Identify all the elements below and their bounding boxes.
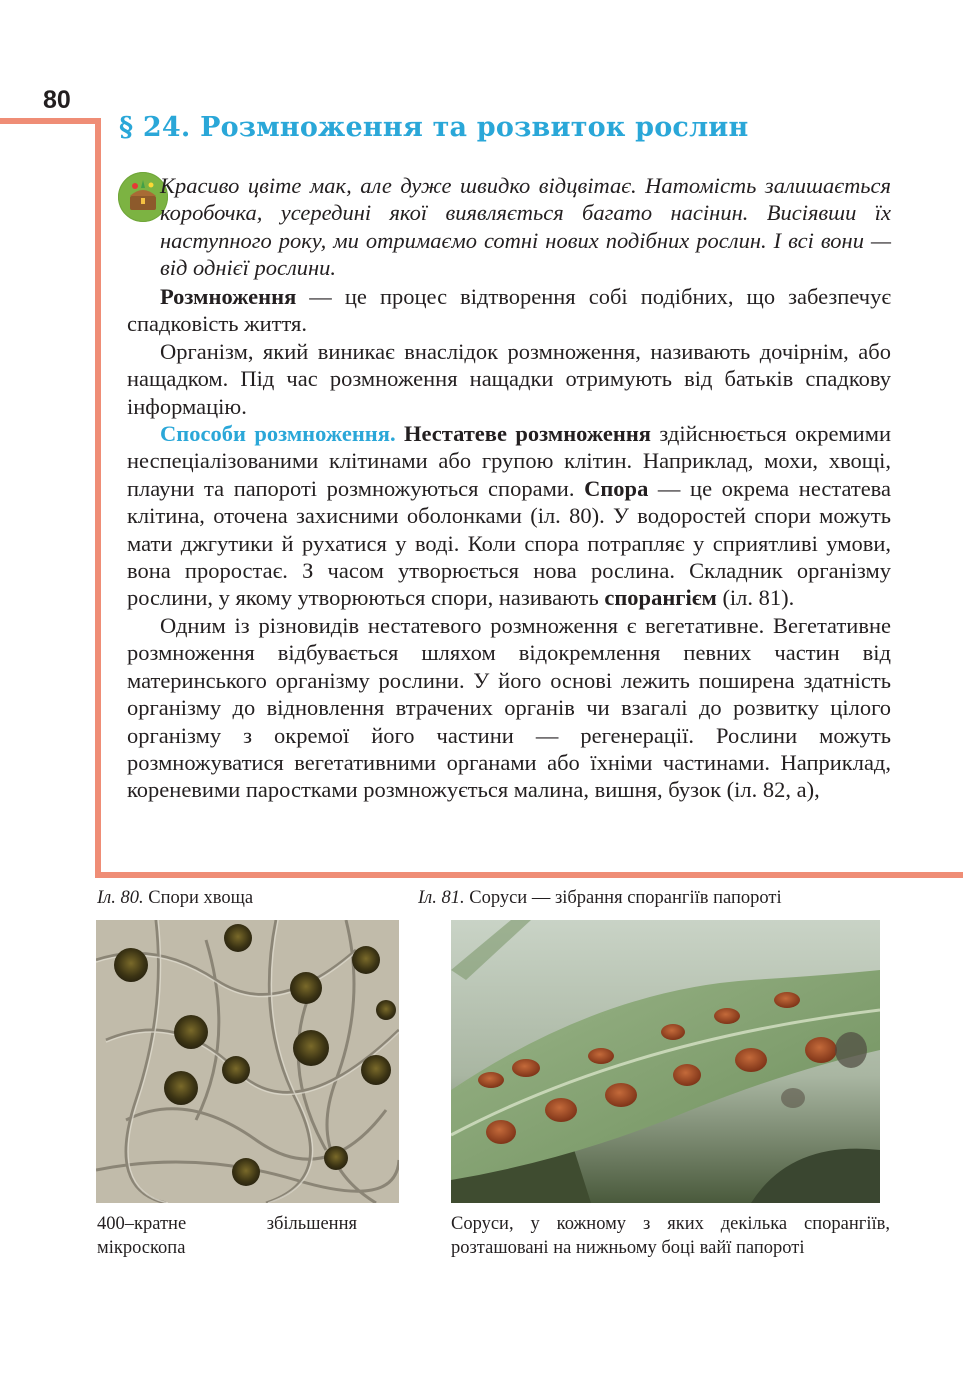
figure-80-caption: 400–кратне збільшення мікроскопа: [97, 1214, 357, 1258]
paragraph-3-text-b: — це окрема нестатева клітина, оточена захисними оболонками (іл. 80). У водоростей спори можуть мати джгутики й рухатися у воді. Коли спора потрапляє у сприятливі умови, вона проростає. З часом утворюється нова рослина. Складник організму рослини, у якому утворюються спори, називають: [127, 475, 891, 611]
term-sporangium: спорангієм: [604, 585, 717, 611]
paragraph-3-text-c: (іл. 81).: [716, 585, 795, 611]
figure-81-title: [418, 888, 782, 909]
figure-81-title-text: Соруси — зібрання спорангіїв папороті: [464, 888, 782, 908]
main-text: [127, 283, 891, 804]
figure-81-caption: Соруси, у кожному з яких декілька спорангіїв, розташовані на нижньому боці вайї папороті: [451, 1214, 890, 1258]
frame-top-rule: [0, 118, 101, 124]
figure-80-label: Іл. 80.: [97, 888, 144, 908]
figure-81-label: Іл. 81.: [418, 888, 465, 908]
paragraph-2: Організм, який виникає внаслідок розмноження, називають дочірнім, або нащадком. Під час розмноження нащадки отримують від батьків спадкову інформацію.: [127, 338, 891, 419]
paragraph-3: [127, 420, 891, 612]
term-reproduction: Розмноження: [160, 284, 297, 309]
subheading-methods: Способи розмноження.: [160, 421, 396, 447]
intro-paragraph: Красиво цвіте мак, але дуже швидко відцвітає. Натомість залишається коробочка, усередині якої виявляється багато насінин. Висіявши їх наступного року, ми отримаємо сотні нових подібних рослин. І всі вони — від однієї рослини.: [160, 173, 891, 281]
figure-80-title-text: Спори хвоща: [143, 888, 254, 908]
page-number: 80: [43, 86, 71, 114]
paragraph-1-text: — це процес відтворення собі подібних, що забезпечує спадковість життя.: [127, 284, 891, 337]
paragraph-3-text-a: здійснюється окремими неспеціалізованими клітинами або групою клітин. Наприклад, мохи, хвощі, плауни та папороті розмножуються спорами.: [127, 421, 891, 501]
frame-left-rule: [95, 118, 101, 878]
figure-80-image: [96, 920, 399, 1203]
section-title: § 24. Розмноження та розвиток рослин: [119, 112, 749, 143]
term-asexual: Нестатеве розмноження: [404, 421, 651, 447]
frame-bottom-rule: [95, 872, 963, 878]
figure-81-image: [451, 920, 880, 1203]
paragraph-4: Одним із різновидів нестатевого розмноження є вегетативне. Вегетативне розмноження відбувається шляхом відокремлення певних частин від материнського організму рослини. У його основі лежить поширена здатність організму до відновлення втрачених органів чи взагалі до розвитку цілого організму з окремої його частини — регенерації. Рослини можуть розмножуватися вегетативними органами або їхніми частинами. Наприклад, кореневими паростками розмножується малина, вишня, бузок (іл. 82, а),: [127, 612, 891, 803]
paragraph-1: [127, 283, 891, 338]
figure-80-title: [97, 888, 253, 909]
term-spore: Спора: [584, 475, 649, 501]
